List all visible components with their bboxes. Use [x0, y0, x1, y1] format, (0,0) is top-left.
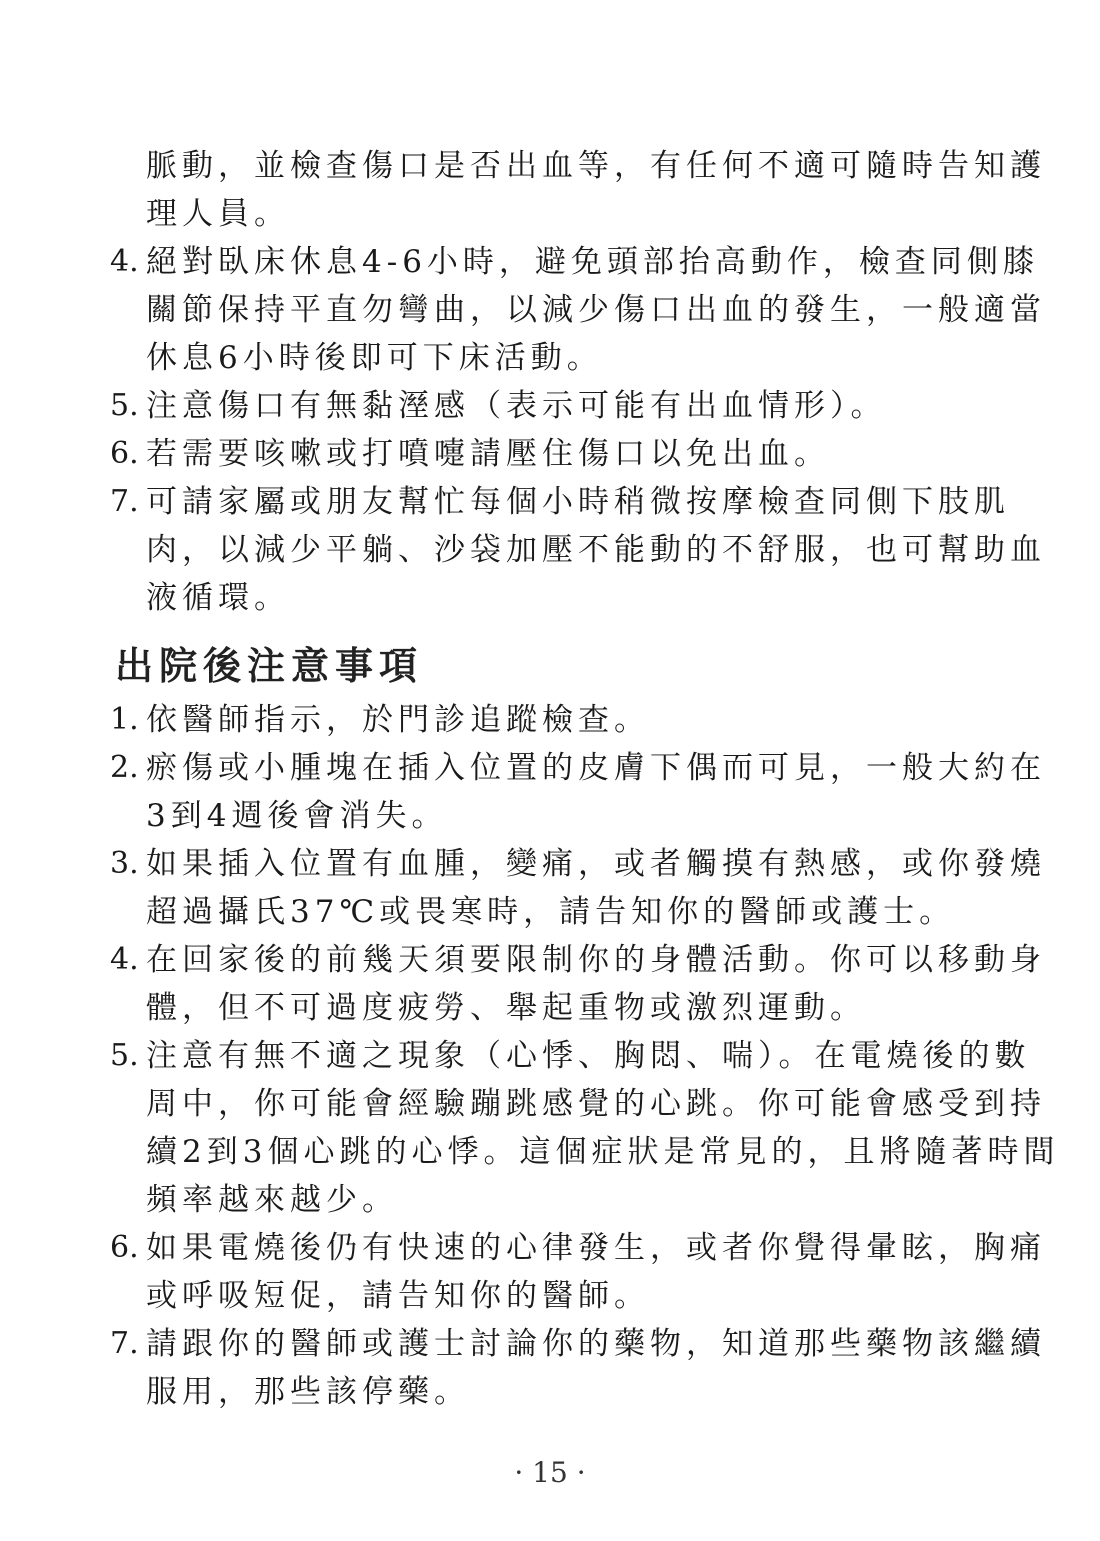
text-line: 頻率越來越少。 [146, 1182, 398, 1218]
text-line: 如果電燒後仍有快速的心律發生，或者你覺得暈眩，胸痛 [146, 1230, 1046, 1266]
item-number: 1. [110, 702, 139, 737]
continued-paragraph [110, 142, 1046, 238]
list-item [110, 696, 995, 744]
text-line: 或呼吸短促，請告知你的醫師。 [146, 1278, 650, 1314]
text-line: 超過攝氏37℃或畏寒時，請告知你的醫師或護士。 [146, 894, 956, 930]
item-number: 6. [110, 436, 139, 471]
list-item [110, 1224, 1046, 1320]
list-item [110, 1032, 1060, 1224]
text-line: 依醫師指示，於門診追蹤檢查。 [146, 702, 650, 738]
text-line: 休息6小時後即可下床活動。 [146, 340, 603, 376]
text-line: 可請家屬或朋友幫忙每個小時稍微按摩檢查同側下肢肌 [146, 484, 1010, 520]
text-line: 絕對臥床休息4-6小時，避免頭部抬高動作，檢查同側膝 [146, 244, 1039, 280]
text-line: 液循環。 [146, 580, 290, 616]
discharge-instructions-list [110, 696, 1060, 1416]
item-number: 7. [110, 484, 139, 519]
list-item [110, 936, 1046, 1032]
care-instructions-list [110, 238, 1046, 622]
text-line: 若需要咳嗽或打噴嚏請壓住傷口以免出血。 [146, 436, 830, 472]
text-line: 注意傷口有無黏溼感（表示可能有出血情形）。 [146, 388, 887, 424]
text-line: 理人員。 [146, 196, 290, 232]
item-number: 3. [110, 846, 139, 881]
list-item [110, 238, 1046, 382]
list-item [110, 430, 995, 478]
section-heading: 出院後注意事項 [115, 644, 424, 688]
text-line: 服用，那些該停藥。 [146, 1374, 470, 1410]
item-number: 4. [110, 942, 139, 977]
text-line: 在回家後的前幾天須要限制你的身體活動。你可以移動身 [146, 942, 1046, 978]
item-number: 6. [110, 1230, 139, 1265]
list-item [110, 1320, 1046, 1416]
list-item [110, 478, 1046, 622]
item-number: 2. [110, 750, 139, 785]
item-number: 5. [110, 388, 139, 423]
item-number: 7. [110, 1326, 139, 1361]
text-line: 如果插入位置有血腫，變痛，或者觸摸有熱感，或你發燒 [146, 846, 1046, 882]
list-item [110, 744, 1046, 840]
text-line: 關節保持平直勿彎曲，以減少傷口出血的發生，一般適當 [146, 292, 1046, 328]
list-item [110, 840, 1046, 936]
text-line: 周中，你可能會經驗蹦跳感覺的心跳。你可能會感受到持 [146, 1086, 1046, 1122]
list-item [110, 382, 995, 430]
text-line: 肉，以減少平躺、沙袋加壓不能動的不舒服，也可幫助血 [146, 532, 1046, 568]
text-line: 請跟你的醫師或護士討論你的藥物，知道那些藥物該繼續 [146, 1326, 1046, 1362]
item-number: 5. [110, 1038, 139, 1073]
text-line: 體，但不可過度疲勞、舉起重物或激烈運動。 [146, 990, 866, 1026]
text-line: 脈動，並檢查傷口是否出血等，有任何不適可隨時告知護 [146, 148, 1046, 184]
text-line: 注意有無不適之現象（心悸、胸悶、喘）。在電燒後的數 [146, 1038, 1031, 1074]
item-number: 4. [110, 244, 139, 279]
page-number: · 15 · [514, 1456, 586, 1489]
text-line: 3到4週後會消失。 [146, 798, 448, 834]
text-line: 瘀傷或小腫塊在插入位置的皮膚下偶而可見，一般大約在 [146, 750, 1046, 786]
text-line: 續2到3個心跳的心悸。這個症狀是常見的，且將隨著時間 [146, 1134, 1060, 1170]
